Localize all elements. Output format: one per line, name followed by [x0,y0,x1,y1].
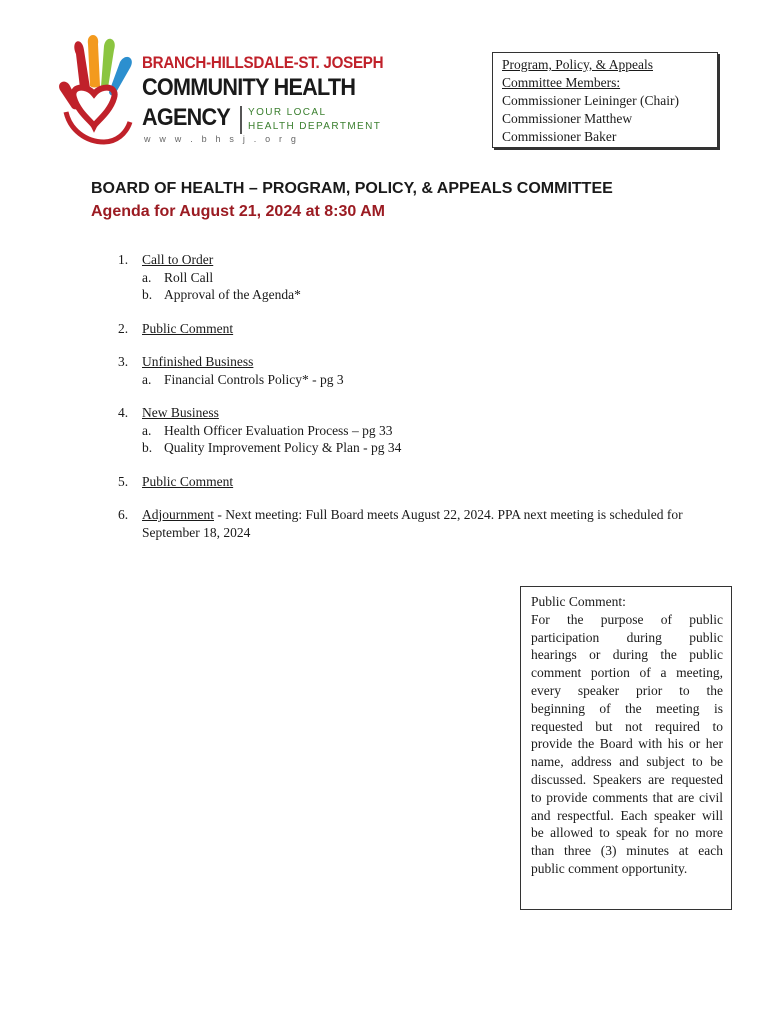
public-comment-text: For the purpose of public participation during public hearings or during the public comment portion of a meeting, every speaker prior to the beginning of the meeting is requested but not required to provide the Board with his or her name, address and subject to be discussed. Speakers are requested to provide comments that are civil and respectful. Each speaker will be allowed to speak for no more than three (3) minutes at each public comment opportunity. [531,611,723,876]
agenda-item-detail: - Next meeting: Full Board meets August 22, 2024. PPA next meeting is scheduled for September 18, 2024 [142,507,683,540]
sub-item-letter: a. [142,269,152,285]
agenda-item [118,251,728,304]
public-comment-heading: Public Comment: [531,594,626,609]
agenda-item [118,404,728,457]
members-title-line-1: Program, Policy, & Appeals [502,57,653,72]
page-subtitle: Agenda for August 21, 2024 at 8:30 AM [91,203,385,220]
agenda-item-title: Public Comment [142,320,234,336]
logo-line-3: AGENCY [142,104,231,131]
public-comment-box [520,586,732,910]
agenda-item [118,353,728,388]
member-name: Commissioner Leininger (Chair) [502,93,679,108]
agenda-item-number: 5. [118,473,129,489]
agenda-item-number: 1. [118,252,129,267]
agenda-sub-item [142,269,728,287]
agenda-sub-item [142,439,728,457]
member-name: Commissioner Baker [502,129,617,144]
logo-line-1: BRANCH-HILLSDALE-ST. JOSEPH [142,54,384,72]
sub-item-text: Health Officer Evaluation Process – pg 33 [164,422,393,438]
logo-tagline-2: HEALTH DEPARTMENT [248,121,382,132]
agenda-item-title: Call to Order [142,252,214,267]
agency-logo [56,34,384,152]
agenda-item-number: 2. [118,320,129,336]
agenda-item-number: 3. [118,354,129,369]
sub-item-letter: a. [142,422,152,438]
agenda-item-title: Adjournment [142,507,214,522]
members-title-line-2: Committee Members: [502,75,621,90]
agenda-sub-item [142,422,728,440]
page-title: BOARD OF HEALTH – PROGRAM, POLICY, & APPEALS COMMITTEE [91,180,613,197]
sub-item-text: Financial Controls Policy* - pg 3 [164,371,344,387]
member-name: Commissioner Matthew [502,111,633,126]
hand-heart-logo-icon [56,34,142,146]
agenda-item [118,473,728,491]
agenda-item-number: 6. [118,507,129,522]
sub-item-text: Approval of the Agenda* [164,287,301,302]
logo-url: w w w . b h s j . o r g [144,134,300,144]
agenda-item-title: New Business [142,405,219,420]
agenda-item [118,320,728,338]
committee-members-box [492,52,718,148]
agenda-item-title: Unfinished Business [142,354,254,369]
sub-item-letter: b. [142,440,153,455]
sub-item-text: Quality Improvement Policy & Plan - pg 34 [164,440,402,455]
logo-tagline-1: YOUR LOCAL [248,107,327,118]
agenda-sub-item [142,371,728,389]
logo-divider [240,106,242,134]
agenda-sub-item [142,286,728,304]
sub-item-letter: a. [142,371,152,387]
agenda-item-title: Public Comment [142,473,234,489]
sub-item-text: Roll Call [164,269,214,285]
agenda-list [118,251,728,557]
agenda-item-number: 4. [118,405,129,420]
sub-item-letter: b. [142,287,153,302]
logo-line-2: COMMUNITY HEALTH [142,74,356,101]
agenda-item [118,506,728,541]
